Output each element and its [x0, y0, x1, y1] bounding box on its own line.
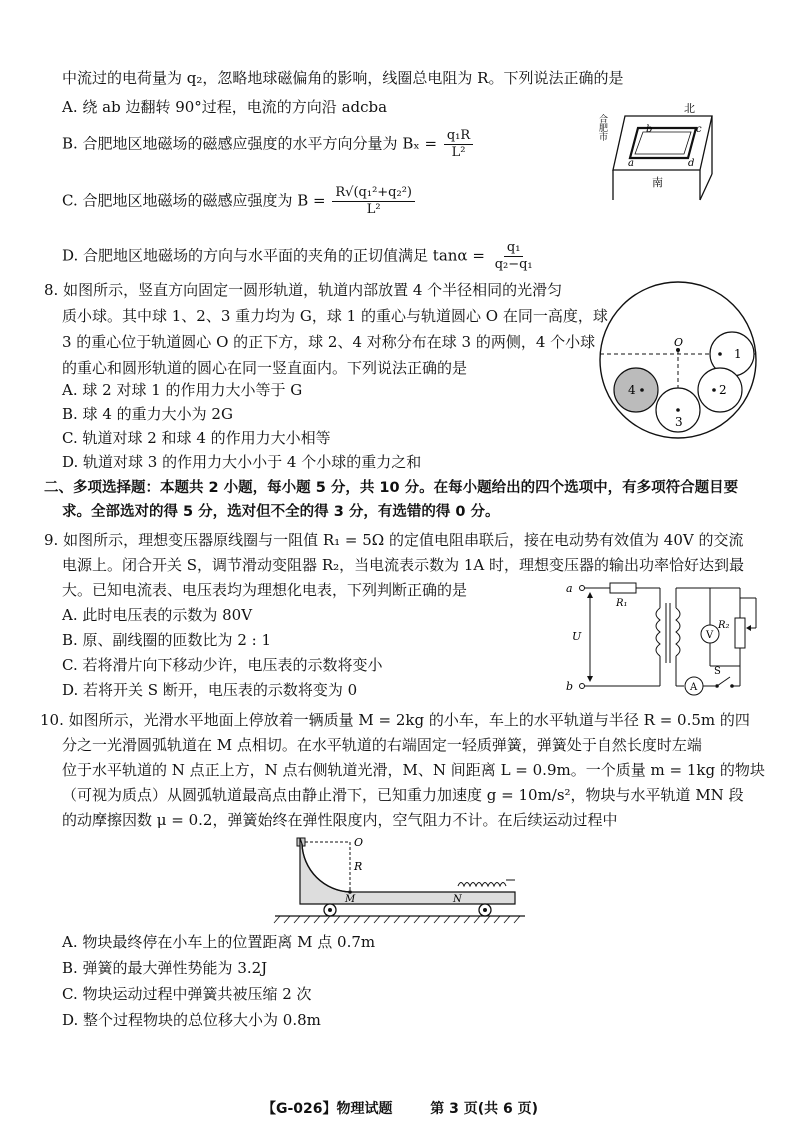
section2-heading-line1: 二、多项选择题：本题共 2 小题，每小题 5 分，共 10 分。在每小题给出的四个选项中，有多项符合题目要 — [44, 480, 739, 496]
q8-center-o: O — [674, 336, 684, 349]
q10-spring — [458, 883, 506, 887]
section2-heading-line2: 求。全部选对的得 5 分，选对但不全的得 3 分，有选错的得 0 分。 — [62, 504, 500, 520]
q7-option-b — [62, 128, 475, 161]
page-number: 第 3 页(共 6 页) — [430, 1101, 539, 1117]
q8-stem-line3: 3 的重心位于轨道圆心 O 的正下方，球 2、4 对称分布在球 3 的两侧，4 个小球 — [62, 333, 596, 351]
q7-b-denominator: L² — [451, 145, 466, 160]
q7-option-c — [62, 185, 417, 218]
q9-option-c: C. 若将滑片向下移动少许，电压表的示数将变小 — [62, 656, 383, 674]
q7-continuation: 中流过的电荷量为 q₂，忽略地球磁偏角的影响，线圈总电阻为 R。下列说法正确的是 — [62, 69, 624, 87]
q10-point-n: N — [453, 894, 462, 905]
q7-option-d-fraction — [492, 240, 536, 273]
q10-stem-line2: 分之一光滑圆弧轨道在 M 点相切。在水平轨道的右端固定一轻质弹簧，弹簧处于自然长度时左端 — [62, 736, 702, 754]
q9-transformer-circuit — [560, 578, 775, 698]
q8-ball-4 — [614, 368, 658, 412]
q10-stem-line4: （可视为质点）从圆弧轨道最高点由静止滑下，已知重力加速度 g = 10m/s²，物块与水平轨道 MN 段 — [62, 786, 744, 804]
q9-option-a: A. 此时电压表的示数为 80V — [62, 606, 253, 624]
q10-point-m: M — [345, 894, 356, 905]
q7-option-d-text: D. 合肥地区地磁场的方向与水平面的夹角的正切值满足 tanα = — [62, 246, 485, 265]
q7-b-numerator: q₁R — [444, 128, 473, 145]
q8-circular-track-figure — [598, 280, 763, 445]
q7-option-c-text: C. 合肥地区地磁场的磁感应强度为 B = — [62, 191, 326, 210]
q10-radius-r: R — [354, 860, 363, 873]
q9-terminal-a: a — [566, 582, 573, 595]
q10-stem-line5: 的动摩擦因数 μ = 0.2，弹簧始终在弹性限度内，空气阻力不计。在后续运动过程中 — [62, 811, 618, 829]
q9-resistor-r1 — [610, 583, 636, 593]
q8-stem-line1: 8. 如图所示，竖直方向固定一圆形轨道，轨道内部放置 4 个半径相同的光滑匀 — [44, 281, 563, 299]
q9-option-b: B. 原、副线圈的匝数比为 2 : 1 — [62, 631, 272, 649]
q7-point-a: a — [628, 158, 634, 169]
q10-option-b: B. 弹簧的最大弹性势能为 3.2J — [62, 959, 268, 977]
q9-switch-label: S — [714, 666, 721, 677]
q9-stem-line3: 大。已知电流表、电压表均为理想化电表，下列判断正确的是 — [62, 581, 468, 599]
q8-ball-3-label: 3 — [675, 415, 683, 429]
q7-south-label: 南 — [652, 176, 663, 189]
q9-slider — [746, 625, 751, 631]
q9-switch — [717, 677, 730, 686]
q7-point-b: b — [646, 124, 653, 135]
q9-rheostat-r2 — [735, 618, 745, 648]
q9-voltage-u: U — [572, 630, 582, 643]
q10-option-c: C. 物块运动过程中弹簧共被压缩 2 次 — [62, 985, 312, 1003]
q7-c-numerator: R√(q₁²+q₂²) — [332, 185, 415, 202]
page-footer — [0, 1098, 800, 1118]
q7-d-denominator: q₂−q₁ — [494, 257, 533, 272]
q7-north-label: 北 — [684, 102, 695, 115]
q8-option-d: D. 轨道对球 3 的作用力大小小于 4 个小球的重力之和 — [62, 453, 422, 471]
q7-c-denominator: L² — [366, 202, 381, 217]
q9-voltmeter-label: V — [706, 630, 714, 641]
q7-coil-figure — [597, 100, 730, 210]
q10-option-d: D. 整个过程物块的总位移大小为 0.8m — [62, 1011, 321, 1029]
q7-option-c-fraction — [332, 185, 415, 218]
q8-option-a: A. 球 2 对球 1 的作用力大小等于 G — [62, 381, 303, 399]
q8-stem-line4: 的重心和圆形轨道的圆心在同一竖直面内。下列说法正确的是 — [62, 359, 468, 377]
q9-terminal-b: b — [566, 680, 574, 693]
q9-ammeter-label: A — [690, 682, 698, 693]
q7-city-label: 合肥市 — [597, 114, 607, 141]
q9-r1-label: R₁ — [616, 598, 628, 609]
q8-stem-line2: 质小球。其中球 1、2、3 重力均为 G，球 1 的重心与轨道圆心 O 在同一高度，球 — [62, 307, 608, 325]
q7-option-b-fraction — [444, 128, 473, 161]
q8-option-c: C. 轨道对球 2 和球 4 的作用力大小相等 — [62, 429, 331, 447]
q9-option-d: D. 若将开关 S 断开，电压表的示数将变为 0 — [62, 681, 358, 699]
q10-stem-line3: 位于水平轨道的 N 点正上方，N 点右侧轨道光滑，M、N 间距离 L = 0.9m。一个质量 m = 1kg 的物块 — [62, 761, 765, 779]
q9-secondary-coil — [676, 608, 680, 656]
exam-code: 【G-026】物理试题 — [261, 1101, 393, 1117]
q9-primary-coil — [656, 608, 660, 656]
q9-r2-label: R₂ — [718, 620, 730, 631]
q7-option-d — [62, 240, 538, 273]
q10-stem-line1: 10. 如图所示，光滑水平地面上停放着一辆质量 M = 2kg 的小车，车上的水平轨道与半径 R = 0.5m 的四 — [40, 711, 750, 729]
q7-option-a: A. 绕 ab 边翻转 90°过程，电流的方向沿 adcba — [62, 98, 388, 116]
q9-stem-line1: 9. 如图所示，理想变压器原线圈与一阻值 R₁ = 5Ω 的定值电阻串联后，接在电动势有效值为 40V 的交流 — [44, 531, 744, 549]
q8-ball-2-label: 2 — [719, 383, 727, 397]
q10-center-o: O — [354, 836, 364, 849]
q10-cart-figure — [270, 830, 530, 925]
q8-ball-4-label: 4 — [628, 383, 636, 397]
q10-option-a: A. 物块最终停在小车上的位置距离 M 点 0.7m — [62, 933, 376, 951]
q8-option-b: B. 球 4 的重力大小为 2G — [62, 405, 233, 423]
q7-d-numerator: q₁ — [504, 240, 524, 257]
q7-point-d: d — [688, 158, 695, 169]
q10-cart-body — [300, 838, 515, 904]
q8-ball-1-label: 1 — [734, 347, 742, 361]
q7-point-c: c — [696, 124, 702, 135]
q9-stem-line2: 电源上。闭合开关 S，调节滑动变阻器 R₂，当电流表示数为 1A 时，理想变压器的输出功率恰好达到最 — [62, 556, 745, 574]
q7-option-b-text: B. 合肥地区地磁场的磁感应强度的水平方向分量为 Bₓ = — [62, 134, 438, 153]
